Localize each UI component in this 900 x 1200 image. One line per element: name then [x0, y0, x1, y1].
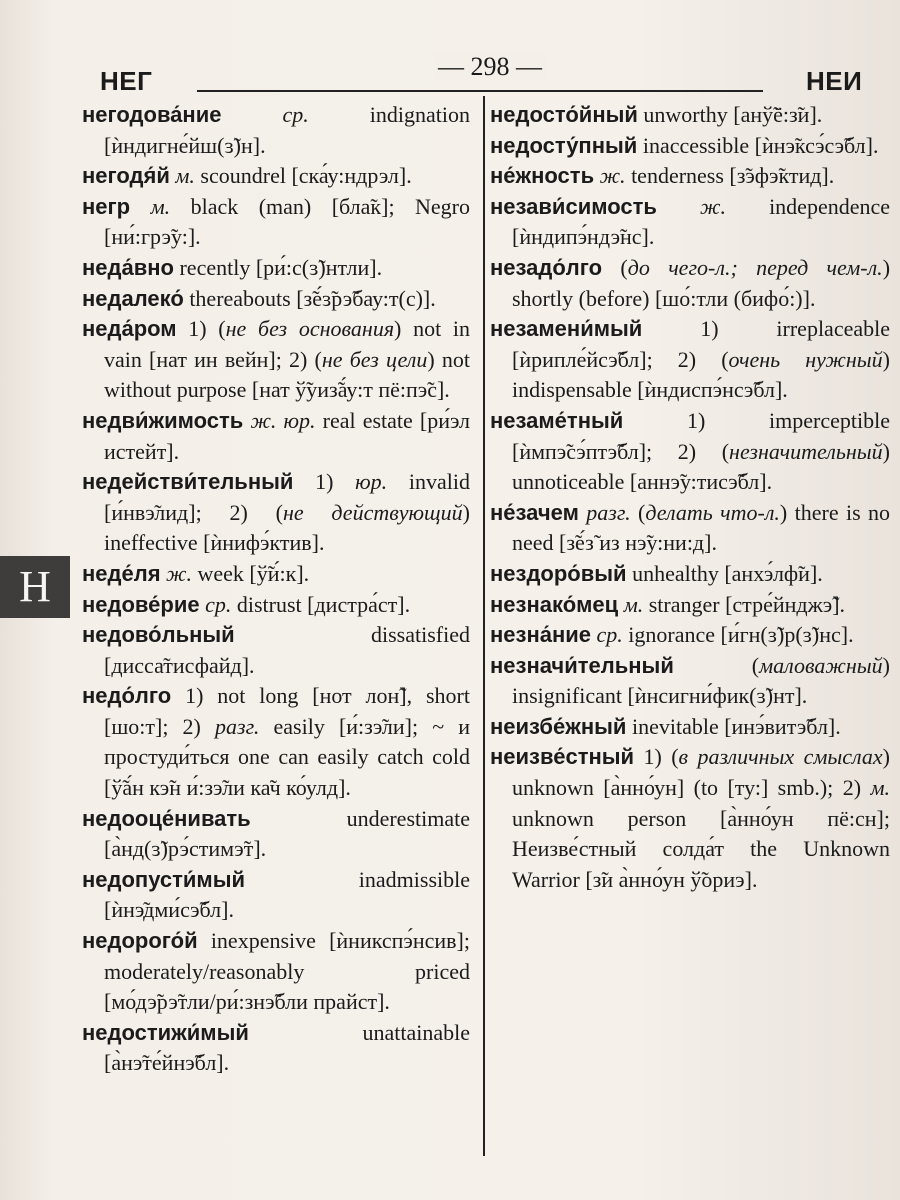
dictionary-entry: недосту́пный inaccessible [ѝнэ̃ксэ́сэ̃бл]. [490, 132, 879, 158]
dictionary-entry: неизве́стный 1) (в различных смыслах) unknown [а̀нно́ун] (to [ту:] smb.); 2) м. unknown person [а̀нно́ун пё:сн]; Неизве́стный солда́т the Unknown Warrior [з̃и а̀нно́ун ў̃ориэ]. [490, 744, 890, 892]
dictionary-entry: незамени́мый 1) irreplaceable [ѝрипле́йсэ̃бл]; 2) (очень нужный) indispensable [ѝндиспэ́нсэ̃бл]. [490, 316, 890, 403]
dictionary-entry: недооце́нивать underestimate [а̀нд(ɜ̃)рэ́стимэ̃т]. [82, 805, 470, 862]
dictionary-entry: недосто́йный unworthy [анў̃ё:з̃и]. [490, 102, 823, 127]
dictionary-entry: незаме́тный 1) imperceptible [ѝмпэ̃сэ́птэ̃бл]; 2) (незначительный) unnoticeable [аннэ̃у:тисэ̃бл]. [490, 407, 890, 495]
dictionary-entry: недействи́тельный 1) юр. invalid [и́нвэ̃лид]; 2) (не действующий) ineffective [ѝнифэ́ктив]. [82, 469, 470, 556]
page-header [0, 48, 900, 108]
page-number: — 298 — [430, 52, 550, 82]
dictionary-entry: нездоро́вый unhealthy [анхэ́лф̃и]. [490, 560, 823, 586]
dictionary-entry: негодя́й м. scoundrel [ска́у:ндрэл]. [82, 163, 412, 189]
dictionary-entry: негодова́ние ср. indignation [ѝндигне́йш(ɜ̃)н]. [82, 102, 471, 158]
dictionary-entry: недалеко́ thereabouts [з̃е́ɜ̃рэ̃бау:т(с)]. [82, 285, 436, 311]
dictionary-entry: не́жность ж. tenderness [з̃эфэ̃ктид]. [490, 163, 835, 189]
dictionary-entry: незна́ние ср. ignorance [и́гн(ɜ̃)р(ɜ̃)нс]. [490, 622, 854, 648]
dictionary-entry: неда́вно recently [ри́:с(ɜ̃)нтли]. [82, 254, 383, 280]
header-rule [197, 90, 763, 92]
column-divider [483, 96, 485, 1156]
dictionary-entry: незнако́мец м. stranger [стре́йнджэ̃]. [490, 591, 846, 617]
dictionary-entry: недорого́й inexpensive [ѝникспэ́нсив]; moderately/reasonably priced [мо́дэ̃рэ̃тли/ри́:знэ̃бли прайст]. [82, 928, 470, 1015]
dictionary-entry: недви́жимость ж. юр. real estate [ри́эл истейт]. [82, 407, 471, 464]
dictionary-entry: недове́рие ср. distrust [дистра́ст]. [82, 591, 411, 617]
dictionary-entry: незави́симость ж. independence [ѝндипэ́ндэ̃нс]. [490, 193, 891, 250]
left-column [82, 100, 470, 1079]
dictionary-entry: недо́лго 1) not long [нот лон̃], short [шо:т]; 2) разг. easily [и́:зэ̃ли]; ~ и простуди́ться one can easily catch cold [ў̃а́н кэ̃н и́:зэ̃ли ка̃ч ко́улд]. [82, 683, 470, 801]
dictionary-entry: недопусти́мый inadmissible [ѝнэ̃дми́сэ̃бл]. [82, 866, 470, 923]
right-column [490, 100, 890, 895]
dictionary-entry: незначи́тельный (маловажный) insignificant [ѝнсигни́фик(ɜ̃)нт]. [490, 652, 890, 709]
dictionary-entry: незадо́лго (до чего-л.; перед чем-л.) shortly (before) [шо́:тли (бифо́:)]. [490, 254, 891, 311]
dictionary-entry: недово́льный dissatisfied [дисса̃тисфайд]. [82, 622, 470, 678]
dictionary-entry: негр м. black (man) [бла̃к]; Negro [ни́:грэ̃у:]. [82, 193, 470, 250]
header-guide-word-right: НЕИ [806, 66, 863, 96]
dictionary-entry: неде́ля ж. week [ў̃и́:к]. [82, 560, 310, 586]
dictionary-entry: недостижи́мый unattainable [а̀нэ̃те́йнэ̃бл]. [82, 1019, 470, 1076]
dictionary-entry: неизбе́жный inevitable [инэ́витэ̃бл]. [490, 713, 841, 739]
dictionary-entry: неда́ром 1) (не без основания) not in vain [нат ин вейн]; 2) (не без цели) not without purpose [нат ў̃уиз̃а́у:т пё:пэ̃с]. [82, 316, 470, 403]
dictionary-entry: не́зачем разг. (делать что-л.) there is no need [з̃е́з̃ из нэ̃у:ни:д]. [490, 499, 891, 556]
header-guide-word-left: НЕГ [100, 66, 153, 96]
thumb-index-tab: Н [0, 556, 70, 618]
